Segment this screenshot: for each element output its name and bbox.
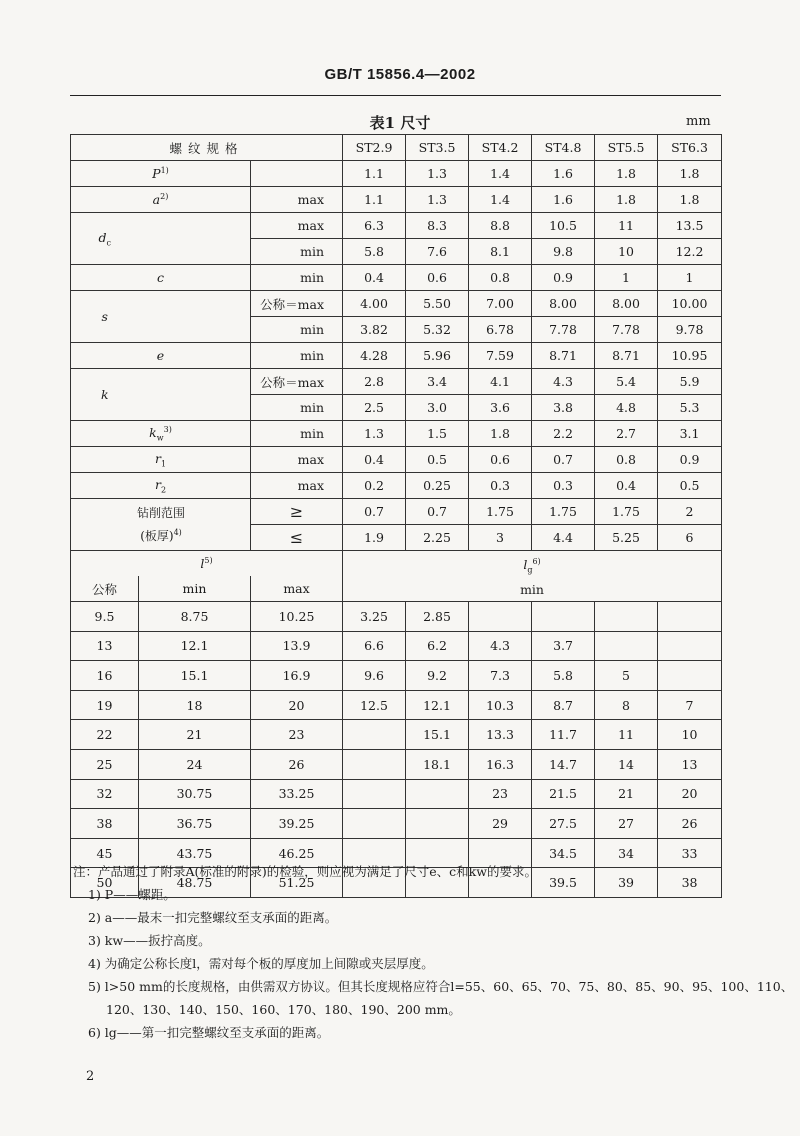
lg-value: 33 [658, 838, 722, 868]
lg-value: 34 [595, 838, 658, 868]
lg-value [343, 779, 406, 809]
plate-thickness [71, 523, 251, 546]
page-number: 2 [86, 1069, 95, 1084]
row-r1 [71, 447, 722, 473]
condition: min [251, 421, 343, 447]
max-header: max [251, 576, 343, 602]
footnote-ref: 3) [163, 424, 172, 434]
r1-value-cell: 0.7 [532, 447, 595, 473]
drill-ge-value-cell: 0.7 [343, 499, 406, 525]
length-row [71, 631, 722, 661]
lg-value: 27.5 [532, 809, 595, 839]
kw-value-cell: 1.5 [406, 421, 469, 447]
table-caption: 表1 尺寸 [369, 114, 431, 132]
spec-3: ST4.8 [532, 135, 595, 161]
lg-value: 3.7 [532, 631, 595, 661]
drill-range-text [71, 503, 251, 546]
drill-ge-value-cell: 1.75 [595, 499, 658, 525]
footnote-2: 2) a——最末一扣完整螺纹至支承面的距离。 [88, 910, 338, 925]
lg-value: 21 [595, 779, 658, 809]
c-value-cell: 1 [658, 265, 722, 291]
P-value-cell: 1.8 [658, 161, 722, 187]
lg-value: 20 [658, 779, 722, 809]
r2-value-cell: 0.3 [532, 473, 595, 499]
length-min: 48.75 [139, 868, 251, 898]
e-value-cell: 5.96 [406, 343, 469, 369]
condition: 公称＝max [251, 369, 343, 395]
r2-value-cell: 0.5 [658, 473, 722, 499]
lg-value [343, 749, 406, 779]
k-min-value-cell: 2.5 [343, 395, 406, 421]
spec-0: ST2.9 [343, 135, 406, 161]
condition [251, 161, 343, 187]
length-min: 12.1 [139, 631, 251, 661]
drill-le-value-cell: 5.25 [595, 525, 658, 551]
s-max-value-cell: 5.50 [406, 291, 469, 317]
lg-value [658, 602, 722, 632]
dc-max-value-cell: 8.3 [406, 213, 469, 239]
plate-thickness-text: (板厚) [140, 529, 174, 543]
param-symbol: r [154, 476, 161, 492]
k-max-value-cell: 2.8 [343, 369, 406, 395]
lg-value: 6.2 [406, 631, 469, 661]
condition: min [251, 265, 343, 291]
lg-value: 13 [658, 749, 722, 779]
k-min-value-cell: 5.3 [658, 395, 722, 421]
length-max: 23 [251, 720, 343, 750]
kw-value-cell: 1.8 [469, 421, 532, 447]
e-value-cell: 8.71 [595, 343, 658, 369]
length-min: 43.75 [139, 838, 251, 868]
length-min: 18 [139, 690, 251, 720]
s-min-value-cell: 3.82 [343, 317, 406, 343]
lg-value [532, 602, 595, 632]
drill-ge-value-cell: 0.7 [406, 499, 469, 525]
notes [73, 860, 794, 1044]
dc-max-value-cell: 11 [595, 213, 658, 239]
footnote-6: 6) lg——第一扣完整螺纹至支承面的距离。 [88, 1025, 330, 1040]
r1-value-cell: 0.6 [469, 447, 532, 473]
param-subscript: 1 [160, 459, 167, 469]
param-symbol: k [100, 387, 109, 402]
c-value-cell: 1 [595, 265, 658, 291]
param-symbol: c [156, 270, 164, 285]
dc-max-value-cell: 13.5 [658, 213, 722, 239]
length-row [71, 720, 722, 750]
param-k-label [71, 369, 139, 421]
lg-value: 5.8 [532, 661, 595, 691]
footnote-ref: 5) [204, 555, 213, 565]
s-max-value-cell: 10.00 [658, 291, 722, 317]
length-max: 13.9 [251, 631, 343, 661]
drill-le-value-cell: 3 [469, 525, 532, 551]
lg-value [595, 602, 658, 632]
length-row [71, 779, 722, 809]
condition: min [251, 343, 343, 369]
c-value-cell: 0.6 [406, 265, 469, 291]
row-drill-ge [71, 499, 722, 525]
lg-value: 8.7 [532, 690, 595, 720]
param-subscript: c [106, 238, 111, 248]
a-value-cell: 1.3 [406, 187, 469, 213]
lg-symbol: l [523, 556, 528, 572]
lg-value [406, 779, 469, 809]
s-min-value-cell: 7.78 [595, 317, 658, 343]
dc-max-value-cell: 8.8 [469, 213, 532, 239]
footnote-ref: 2) [160, 191, 169, 201]
P-value-cell: 1.3 [406, 161, 469, 187]
drill-ge-value-cell: 1.75 [532, 499, 595, 525]
lg-value [595, 631, 658, 661]
condition: max [251, 473, 343, 499]
param-symbol: s [101, 309, 108, 324]
k-min-value-cell: 3.0 [406, 395, 469, 421]
lg-value: 11.7 [532, 720, 595, 750]
lg-value: 23 [469, 779, 532, 809]
lg-value: 39.5 [532, 868, 595, 898]
footnote-1: 1) P——螺距。 [88, 887, 176, 902]
lg-value: 16.3 [469, 749, 532, 779]
s-min-value-cell: 5.32 [406, 317, 469, 343]
lg-value: 38 [658, 868, 722, 898]
e-value-cell: 7.59 [469, 343, 532, 369]
dc-min-value-cell: 8.1 [469, 239, 532, 265]
condition: max [251, 447, 343, 473]
length-nominal: 9.5 [71, 602, 139, 632]
P-value-cell: 1.4 [469, 161, 532, 187]
r1-value-cell: 0.8 [595, 447, 658, 473]
param-a-label [71, 187, 251, 213]
param-symbol: e [156, 348, 165, 363]
length-max: 46.25 [251, 838, 343, 868]
row-a [71, 187, 722, 213]
r2-value-cell: 0.3 [469, 473, 532, 499]
length-nominal: 25 [71, 749, 139, 779]
lg-value: 12.1 [406, 690, 469, 720]
s-min-value-cell: 7.78 [532, 317, 595, 343]
r2-value-cell: 0.2 [343, 473, 406, 499]
row-dc-max [71, 213, 722, 239]
lg-value: 29 [469, 809, 532, 839]
a-value-cell: 1.8 [595, 187, 658, 213]
s-min-value-cell: 6.78 [469, 317, 532, 343]
l-header [71, 551, 343, 577]
condition: 公称＝max [251, 291, 343, 317]
row-length-header [71, 551, 722, 577]
lg-value: 27 [595, 809, 658, 839]
condition: max [251, 187, 343, 213]
drill-range-title: 钻削范围 [136, 506, 185, 520]
s-min-value-cell: 9.78 [658, 317, 722, 343]
length-max: 26 [251, 749, 343, 779]
length-nominal: 50 [71, 868, 139, 898]
e-value-cell: 8.71 [532, 343, 595, 369]
dimensions-table [70, 134, 722, 898]
param-symbol: P [152, 166, 161, 182]
condition: min [251, 395, 343, 421]
length-nominal: 13 [71, 631, 139, 661]
length-nominal: 22 [71, 720, 139, 750]
row-k-max [71, 369, 722, 395]
s-max-value-cell: 8.00 [595, 291, 658, 317]
lg-value [406, 809, 469, 839]
length-min: 15.1 [139, 661, 251, 691]
lg-value: 13.3 [469, 720, 532, 750]
k-min-value-cell: 4.8 [595, 395, 658, 421]
param-e-label [71, 343, 251, 369]
k-max-value-cell: 4.1 [469, 369, 532, 395]
footnote-ref: 6) [532, 556, 541, 566]
lg-value: 18.1 [406, 749, 469, 779]
e-value-cell: 10.95 [658, 343, 722, 369]
row-r2 [71, 473, 722, 499]
dc-min-value-cell: 7.6 [406, 239, 469, 265]
r2-value-cell: 0.4 [595, 473, 658, 499]
dc-min-value-cell: 5.8 [343, 239, 406, 265]
lg-value: 5 [595, 661, 658, 691]
length-min: 36.75 [139, 809, 251, 839]
drill-le-value-cell: 1.9 [343, 525, 406, 551]
lg-value [658, 631, 722, 661]
length-min: 21 [139, 720, 251, 750]
param-symbol: a [152, 192, 161, 208]
unit-label: mm [686, 114, 711, 129]
length-row [71, 749, 722, 779]
c-value-cell: 0.8 [469, 265, 532, 291]
lg-value: 12.5 [343, 690, 406, 720]
lg-symbol-line [343, 552, 721, 581]
s-max-value-cell: 8.00 [532, 291, 595, 317]
param-dc-label [71, 213, 139, 265]
P-value-cell: 1.1 [343, 161, 406, 187]
length-nominal: 38 [71, 809, 139, 839]
spec-2: ST4.2 [469, 135, 532, 161]
header-row [71, 135, 722, 161]
a-value-cell: 1.8 [658, 187, 722, 213]
e-value-cell: 4.28 [343, 343, 406, 369]
note-main: 注：产品通过了附录A(标准的附录)的检验，则应视为满足了尺寸e、c和kw的要求。 [73, 864, 537, 879]
footnote-ref: 1) [160, 165, 169, 175]
lg-value: 14.7 [532, 749, 595, 779]
r1-value-cell: 0.9 [658, 447, 722, 473]
spec-4: ST5.5 [595, 135, 658, 161]
k-max-value-cell: 5.4 [595, 369, 658, 395]
length-nominal: 45 [71, 838, 139, 868]
footnote-3: 3) kw——扳拧高度。 [88, 933, 211, 948]
a-value-cell: 1.4 [469, 187, 532, 213]
drill-range-label [71, 499, 185, 551]
lg-value: 7 [658, 690, 722, 720]
spec-header: 螺纹规格 [71, 135, 343, 161]
length-row [71, 602, 722, 632]
lg-value: 10 [658, 720, 722, 750]
row-s-max [71, 291, 722, 317]
length-nominal: 19 [71, 690, 139, 720]
c-value-cell: 0.4 [343, 265, 406, 291]
header-rule [70, 95, 721, 96]
lg-value [658, 661, 722, 691]
param-subscript: 2 [160, 485, 167, 495]
lg-value: 26 [658, 809, 722, 839]
lg-value [343, 809, 406, 839]
P-value-cell: 1.6 [532, 161, 595, 187]
length-max: 16.9 [251, 661, 343, 691]
spec-5: ST6.3 [658, 135, 722, 161]
param-symbol: r [154, 450, 161, 466]
a-value-cell: 1.6 [532, 187, 595, 213]
lg-value: 15.1 [406, 720, 469, 750]
lg-value: 39 [595, 868, 658, 898]
param-r2-label [71, 473, 251, 499]
length-row [71, 690, 722, 720]
label-gap [139, 369, 251, 421]
s-max-value-cell: 4.00 [343, 291, 406, 317]
kw-value-cell: 1.3 [343, 421, 406, 447]
dc-max-value-cell: 10.5 [532, 213, 595, 239]
dc-min-value-cell: 9.8 [532, 239, 595, 265]
footnote-4: 4) 为确定公称长度l，需对每个板的厚度加上间隙或夹层厚度。 [88, 956, 434, 971]
lg-value: 3.25 [343, 602, 406, 632]
length-nominal: 16 [71, 661, 139, 691]
length-max: 33.25 [251, 779, 343, 809]
length-max: 51.25 [251, 868, 343, 898]
row-e [71, 343, 722, 369]
k-min-value-cell: 3.6 [469, 395, 532, 421]
s-max-value-cell: 7.00 [469, 291, 532, 317]
length-row [71, 661, 722, 691]
ge-symbol: ≥ [251, 499, 343, 525]
lg-value: 21.5 [532, 779, 595, 809]
P-value-cell: 1.8 [595, 161, 658, 187]
row-c [71, 265, 722, 291]
lg-value: 4.3 [469, 631, 532, 661]
kw-value-cell: 3.1 [658, 421, 722, 447]
lg-value: 14 [595, 749, 658, 779]
lg-value: 9.6 [343, 661, 406, 691]
drill-le-value-cell: 6 [658, 525, 722, 551]
lg-min: min [520, 582, 544, 598]
le-symbol: ≤ [251, 525, 343, 551]
param-symbol: k [149, 424, 157, 440]
footnote-5b: 120、130、140、150、160、170、180、190、200 mm。 [106, 1002, 461, 1017]
param-kw-label [71, 421, 251, 447]
drill-ge-value-cell: 2 [658, 499, 722, 525]
a-value-cell: 1.1 [343, 187, 406, 213]
param-r1-label [71, 447, 251, 473]
param-symbol: d [98, 229, 107, 245]
k-max-value-cell: 5.9 [658, 369, 722, 395]
footnote-ref: 4) [173, 528, 182, 537]
min-header: min [139, 576, 251, 602]
lg-value: 2.85 [406, 602, 469, 632]
lg-subscript: g [527, 565, 533, 575]
length-max: 20 [251, 690, 343, 720]
length-max: 39.25 [251, 809, 343, 839]
dc-max-value-cell: 6.3 [343, 213, 406, 239]
lg-value [343, 720, 406, 750]
kw-value-cell: 2.2 [532, 421, 595, 447]
nominal-header: 公称 [71, 576, 139, 602]
spec-1: ST3.5 [406, 135, 469, 161]
condition: min [251, 317, 343, 343]
param-c-label [71, 265, 251, 291]
lg-header [343, 551, 722, 602]
lg-value: 8 [595, 690, 658, 720]
k-min-value-cell: 3.8 [532, 395, 595, 421]
lg-value: 6.6 [343, 631, 406, 661]
r1-value-cell: 0.5 [406, 447, 469, 473]
condition: max [251, 213, 343, 239]
lg-value: 10.3 [469, 690, 532, 720]
length-min: 8.75 [139, 602, 251, 632]
drill-le-value-cell: 2.25 [406, 525, 469, 551]
length-row [71, 809, 722, 839]
l-symbol: l [200, 556, 205, 572]
r1-value-cell: 0.4 [343, 447, 406, 473]
lg-value [469, 602, 532, 632]
row-P [71, 161, 722, 187]
lg-value: 11 [595, 720, 658, 750]
dc-min-value-cell: 10 [595, 239, 658, 265]
length-max: 10.25 [251, 602, 343, 632]
label-gap [139, 213, 251, 265]
c-value-cell: 0.9 [532, 265, 595, 291]
length-nominal: 32 [71, 779, 139, 809]
param-P-label [71, 161, 251, 187]
k-max-value-cell: 3.4 [406, 369, 469, 395]
k-max-value-cell: 4.3 [532, 369, 595, 395]
condition: min [251, 239, 343, 265]
label-gap [139, 291, 251, 343]
standard-code: GB/T 15856.4—2002 [324, 66, 476, 83]
param-subscript: w [156, 433, 164, 443]
kw-value-cell: 2.7 [595, 421, 658, 447]
lg-value: 34.5 [532, 838, 595, 868]
footnote-5a: 5) l>50 mm的长度规格，由供需双方协议。但其长度规格应符合l=55、60、65、70、75、80、85、90、95、100、110、 [88, 979, 794, 994]
drill-ge-value-cell: 1.75 [469, 499, 532, 525]
r2-value-cell: 0.25 [406, 473, 469, 499]
param-s-label [71, 291, 139, 343]
lg-value: 7.3 [469, 661, 532, 691]
dc-min-value-cell: 12.2 [658, 239, 722, 265]
lg-value: 9.2 [406, 661, 469, 691]
length-min: 30.75 [139, 779, 251, 809]
length-min: 24 [139, 749, 251, 779]
drill-le-value-cell: 4.4 [532, 525, 595, 551]
row-kw [71, 421, 722, 447]
